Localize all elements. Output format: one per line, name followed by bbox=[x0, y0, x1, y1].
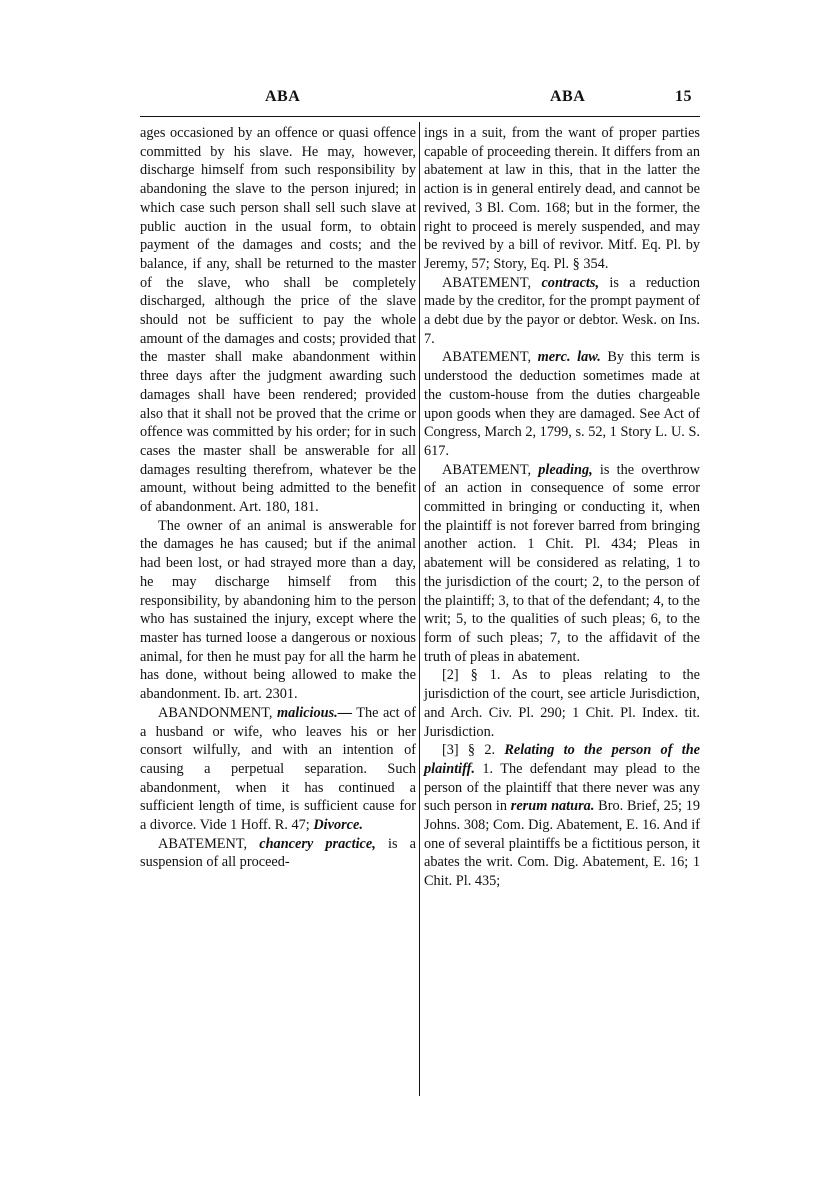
entry-term: ABATEMENT, bbox=[442, 274, 532, 291]
paragraph-section-2 bbox=[424, 741, 700, 891]
entry-text: is the overthrow of an action in consequence of some error committed in bringing or conducting it, when the plaintiff is not forever barred from bringing another action. 1 Chit. Pl. 434; Pleas in abatement will be considered as relating, 1 to the jurisdiction of the court; 2, to the person of the plaintiff; 3, to that of the defendant; 4, to the writ; 5, to the qualities of such pleas; 6, to the form of such pleas; 7, to the affidavit of the truth of pleas in abatement. bbox=[424, 461, 701, 665]
entry-abatement-contracts bbox=[424, 274, 700, 349]
cross-reference: Divorce. bbox=[313, 817, 363, 834]
entry-term: ABATEMENT, bbox=[442, 461, 532, 478]
section-heading: Relating to the person of the plaintiff. bbox=[424, 742, 700, 777]
column-divider bbox=[419, 122, 420, 1096]
header-rule bbox=[140, 116, 700, 117]
entry-text: is a suspension of all proceed- bbox=[140, 835, 416, 871]
latin-phrase: rerum natura. bbox=[510, 798, 595, 815]
entry-text: By this term is understood the deduction sometimes made at the custom-house from the duties chargeable upon goods when they are damaged. See Act of Congress, March 2, 1799, s. 52, 1 Story L. U. S. 617. bbox=[424, 349, 700, 459]
entry-subject: pleading, bbox=[538, 461, 593, 478]
paragraph: The owner of an animal is answerable for the damages he has caused; but if the animal had been lost, or had strayed more than a day, he may discharge himself from this responsibility, by abandoning him to the person who has sustained the injury, except where the master has turned loose a dangerous or noxious animal, for then he must pay for all the harm he has done, without being allowed to make the abandonment. Ib. art. 2301. bbox=[140, 517, 416, 703]
entry-subject: malicious.— bbox=[276, 704, 353, 721]
entry-subject: merc. law. bbox=[537, 349, 601, 366]
entry-abandonment-malicious bbox=[140, 704, 416, 835]
entry-text: The act of a husband or wife, who leaves his or her consort wilfully, and with an intention of causing a perpetual separation. Such abandonment, when it has continued a sufficient length of time, is sufficient cause for a divorce. Vide 1 Hoff. R. 47; bbox=[140, 704, 416, 834]
header-guide-word-right: ABA bbox=[550, 88, 586, 105]
running-header bbox=[140, 88, 700, 112]
entry-abatement-merc-law bbox=[424, 348, 700, 460]
right-column bbox=[424, 124, 700, 891]
entry-term: ABATEMENT, bbox=[442, 349, 532, 366]
paragraph: ages occasioned by an offence or quasi offence committed by his slave. He may, however, discharge himself from such responsibility by abandoning the slave to the person injured; in which case such person shall sell such slave at public auction in the usual form, to obtain payment of the damages and costs; and the balance, if any, shall be returned to the master of the slave, who shall be completely discharged, although the price of the slave should not be sufficient to pay the whole amount of the damages and costs; provided that the master shall make abandonment within three days after the judgment awarding such damages shall have been rendered; provided also that it shall not be proved that the crime or offence was committed by his order; for in such cases the master shall be answerable for all damages resulting therefrom, whatever be the amount, without being admitted to the benefit of abandonment. Art. 180, 181. bbox=[140, 125, 416, 516]
paragraph: ings in a suit, from the want of proper parties capable of proceeding therein. It differs from an abatement at law in this, that in the latter the action is in general entirely dead, and cannot be revived, 3 Bl. Com. 168; but in the former, the right to proceed is merely suspended, and may be revived by a bill of revivor. Mitf. Eq. Pl. by Jeremy, 57; Story, Eq. Pl. § 354. bbox=[424, 125, 700, 272]
entry-text: 1. The defendant may plead to the person of the plaintiff that there never was any such person in bbox=[424, 760, 700, 815]
entry-text: is a reduction made by the creditor, for the prompt payment of a debt due by the payor or debtor. Wesk. on Ins. 7. bbox=[424, 274, 700, 347]
left-column bbox=[140, 124, 416, 872]
entry-term: ABATEMENT, bbox=[158, 835, 248, 852]
page-number: 15 bbox=[675, 88, 692, 105]
entry-text: Bro. Brief, 25; 19 Johns. 308; Com. Dig. Abatement, E. 16. And if one of several plaintiffs be a fictitious person, it abates the writ. Com. Dig. Abatement, E. 16; 1 Chit. Pl. 435; bbox=[424, 798, 701, 890]
paragraph: [2] § 1. As to pleas relating to the jurisdiction of the court, see article Jurisdiction, and Arch. Civ. Pl. 290; 1 Chit. Pl. Index. tit. Jurisdiction. bbox=[424, 667, 700, 740]
header-guide-word-left: ABA bbox=[265, 88, 301, 105]
section-marker: [3] § 2. bbox=[442, 742, 496, 759]
entry-subject: contracts, bbox=[541, 274, 600, 291]
entry-abatement-pleading bbox=[424, 461, 700, 667]
entry-term: ABANDONMENT, bbox=[158, 704, 273, 721]
entry-abatement-chancery bbox=[140, 835, 416, 872]
entry-subject: chancery practice, bbox=[259, 835, 376, 852]
